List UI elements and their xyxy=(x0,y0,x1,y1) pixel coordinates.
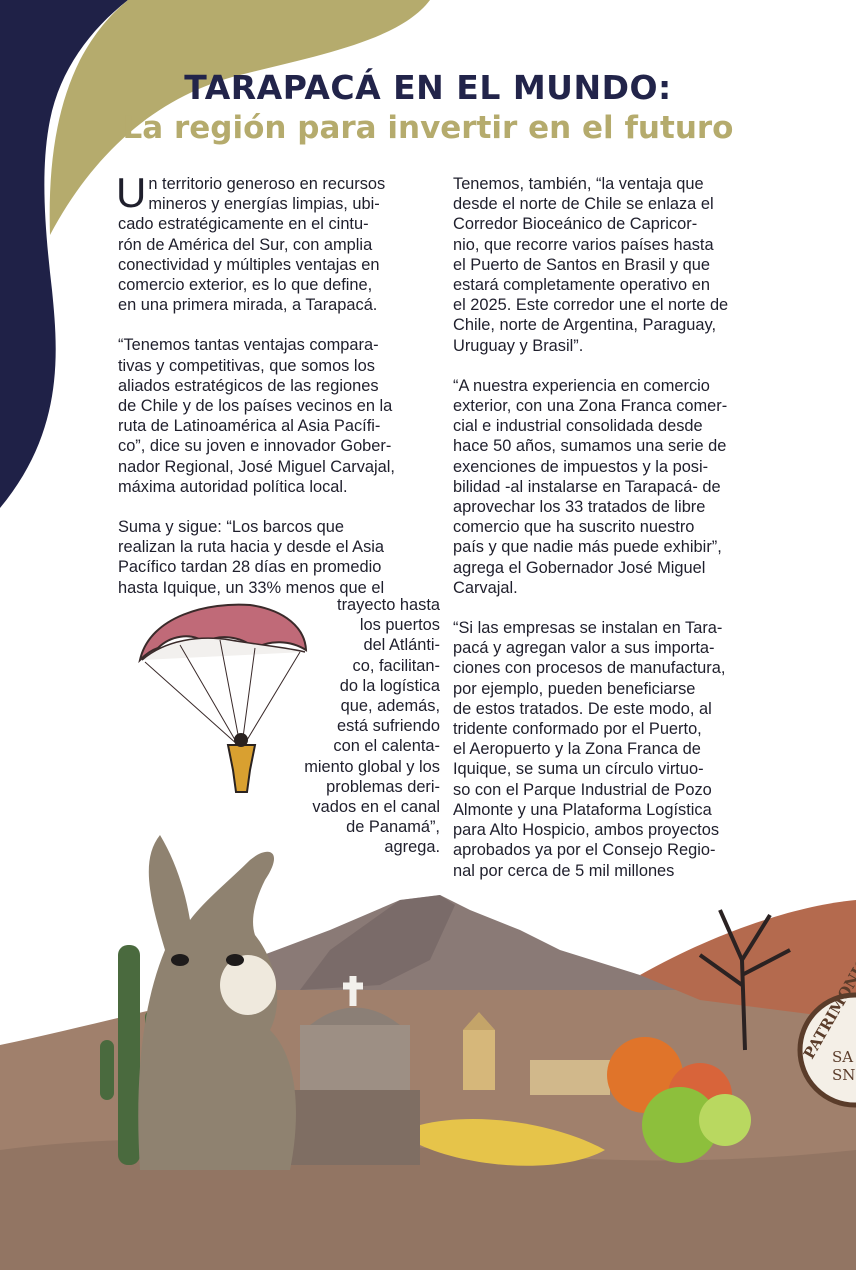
paragraph: “Tenemos tantas ventajas compara- tivas y competitivas, que somos los aliados estratégicos de las regiones de Chile y de los países vecinos en la ruta de Latinoamérica al Asia Pacífi- co”, dice su joven e innovador Gober- nador Regional, José Miguel Carvajal, máxima autoridad política local. xyxy=(118,336,395,496)
badge-inner-text: SA xyxy=(832,1048,854,1066)
llama-eye xyxy=(226,954,244,966)
paragraph-wrapped-around-parachute: trayecto hasta los puertos del Atlánti- co, facilitan- do la logística que, además, está sufriendo con el calenta- miento global y los problemas deri- vados en el canal de Panamá”, agrega. xyxy=(304,596,440,857)
badge-inner-text: SN xyxy=(832,1066,856,1084)
drop-cap: U xyxy=(116,169,147,216)
paragraph xyxy=(116,169,438,315)
paragraph-text: n territorio generoso en recursos mineros y energías limpias, ubi- cado estratégicamente en el cintu- rón de América del Sur, con amplia conectividad y múltiples ventajas en comercio exterior, es lo que define, en una primera mirada, a Tarapacá. xyxy=(118,175,386,315)
lime-slice xyxy=(699,1094,751,1146)
paragraph: Suma y sigue: “Los barcos que realizan la ruta hacia y desde el Asia Pacífico tardan 28 días en promedio hasta Iquique, un 33% menos que el xyxy=(118,518,385,597)
chapel-body xyxy=(300,1025,410,1095)
paragraph: “Si las empresas se instalan en Tara- pacá y agregan valor a sus importa- ciones con procesos de manufactura, por ejemplo, pueden beneficiarse de estos tratados. De este modo, al tridente conformado por el Puerto, el Aeropuerto y la Zona Franca de Iquique, se suma un círculo virtuo- so con el Parque Industrial de Pozo Almonte y una Plataforma Logística para Alto Hospicio, ambos proyectos aprobados ya por el Consejo Regio- nal por cerca de 5 mil millones xyxy=(453,619,726,880)
llama xyxy=(138,835,296,1170)
article-column-right xyxy=(453,174,773,901)
page-subtitle: La región para invertir en el futuro xyxy=(122,110,734,146)
article-column-left xyxy=(116,169,438,598)
llama-eye xyxy=(171,954,189,966)
chapel-base xyxy=(285,1090,420,1165)
page-title: TARAPACÁ EN EL MUNDO: xyxy=(184,68,672,107)
paragraph: Tenemos, también, “la ventaja que desde el norte de Chile se enlaza el Corredor Bioceánico de Capricor- nio, que recorre varios países hasta el Puerto de Santos en Brasil y que estará completamente operativo en el 2025. Este corredor une el norte de Chile, norte de Argentina, Paraguay, Uruguay y Brasil”. xyxy=(453,175,729,355)
paragraph: “A nuestra experiencia en comercio exterior, con una Zona Franca comer- cial e industrial consolidada desde hace 50 años, sumamos una serie de exenciones de impuestos y la posi- bilidad -al instalarse en Tarapacá- de aprovechar los 33 tratados de libre comercio que ha suscrito nuestro país y que nadie más puede exhibir”, agrega el Gobernador José Miguel Carvajal. xyxy=(453,376,728,597)
bell-tower xyxy=(463,1030,495,1090)
village-building xyxy=(530,1060,610,1095)
